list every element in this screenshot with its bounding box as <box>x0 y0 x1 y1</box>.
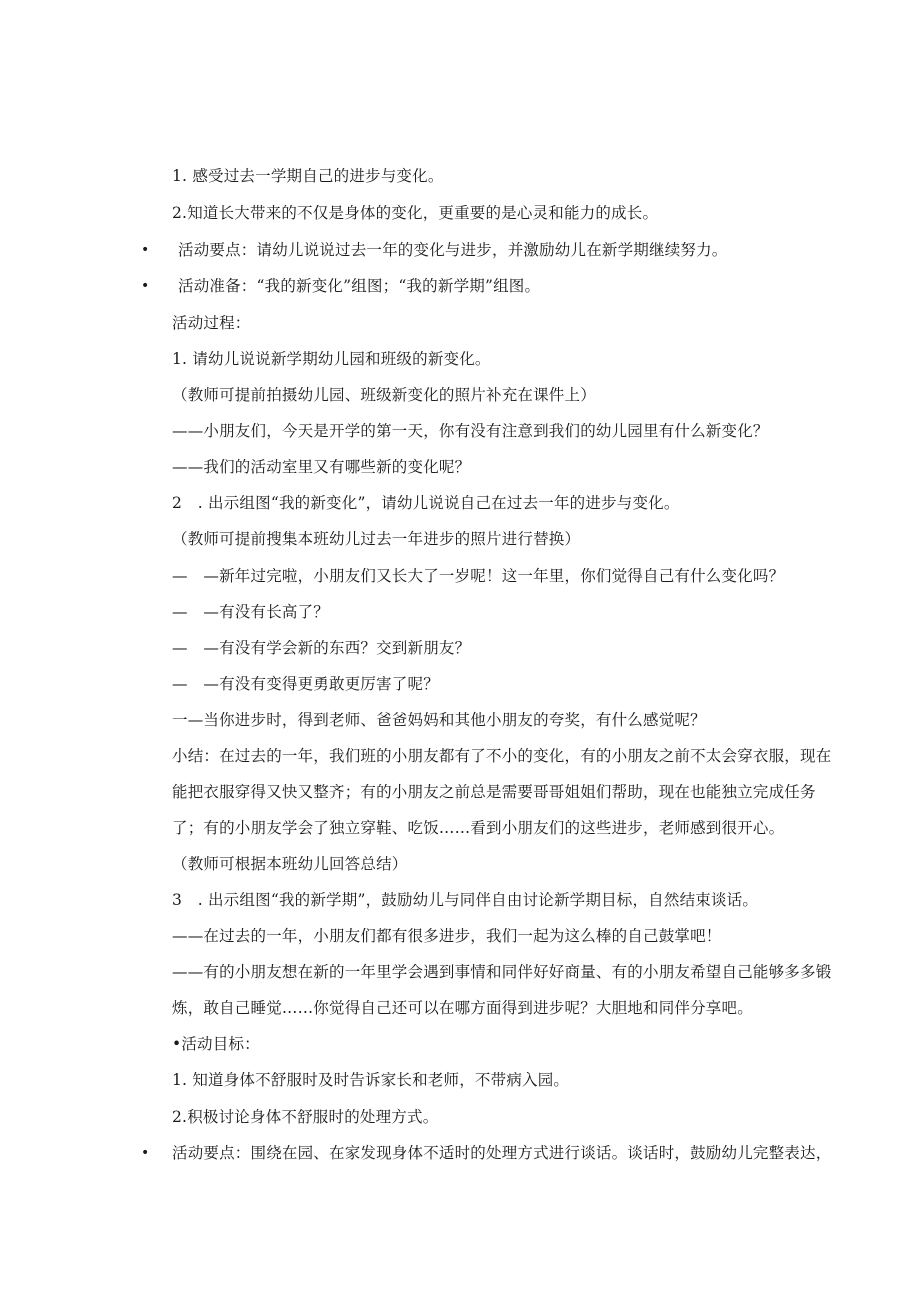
step-1-question-2: ——我们的活动室里又有哪些新的变化呢？ <box>172 458 471 476</box>
goal-2-line-1: 1. 知道身体不舒服时及时告诉家长和老师，不带病入园。 <box>172 1071 570 1089</box>
step-1-question-1: ——小朋友们，今天是开学的第一天，你有没有注意到我们的幼儿园里有什么新变化？ <box>172 422 769 440</box>
summary-line-2: 能把衣服穿得又快又整齐；有的小朋友之前总是需要哥哥姐姐们帮助，现在也能独立完成任务 <box>172 783 816 801</box>
goal-line-2: 2.知道长大带来的不仅是身体的变化，更重要的是心灵和能力的成长。 <box>172 204 659 222</box>
step-3-title: 3 . 出示组图“我的新学期”，鼓励幼儿与同伴自由讨论新学期目标，自然结束谈话。 <box>172 891 759 909</box>
summary-note: （教师可根据本班幼儿回答总结） <box>172 855 408 873</box>
step-2-question-4: — —有没有变得更勇敢更厉害了呢？ <box>172 675 439 693</box>
step-3-line-3: 炼，敢自己睡觉……你觉得自己还可以在哪方面得到进步呢？大胆地和同伴分享吧。 <box>172 999 753 1017</box>
step-2-question-5: 一—当你进步时，得到老师、爸爸妈妈和其他小朋友的夸奖，有什么感觉呢？ <box>172 711 706 729</box>
summary-line-1: 小结：在过去的一年，我们班的小朋友都有了不小的变化，有的小朋友之前不太会穿衣服，现在 <box>172 747 832 765</box>
step-2-title: 2 . 出示组图“我的新变化”，请幼儿说说自己在过去一年的进步与变化。 <box>172 494 680 512</box>
step-2-question-1: — —新年过完啦，小朋友们又长大了一岁呢！这一年里，你们觉得自己有什么变化吗？ <box>172 567 785 585</box>
key-points-line: 活动要点：请幼儿说说过去一年的变化与进步，并激励幼儿在新学期继续努力。 <box>178 241 728 259</box>
summary-line-3: 了；有的小朋友学会了独立穿鞋、吃饭……看到小朋友们的这些进步，老师感到很开心。 <box>172 819 785 837</box>
key-points-2-line: 活动要点：围绕在园、在家发现身体不适时的处理方式进行谈话。谈话时，鼓励幼儿完整表达， <box>172 1144 832 1162</box>
step-2-question-3: — —有没有学会新的东西？交到新朋友？ <box>172 639 471 657</box>
goal-line-1: 1. 感受过去一学期自己的进步与变化。 <box>172 167 444 185</box>
preparation-line: 活动准备：“我的新变化”组图；“我的新学期”组图。 <box>178 277 541 295</box>
step-1-note: （教师可提前拍摄幼儿园、班级新变化的照片补充在课件上） <box>172 386 596 404</box>
step-1-title: 1. 请幼儿说说新学期幼儿园和班级的新变化。 <box>172 350 491 368</box>
step-3-line-2: ——有的小朋友想在新的一年里学会遇到事情和同伴好好商量、有的小朋友希望自己能够多多锻 <box>172 963 832 981</box>
process-heading: 活动过程： <box>172 314 251 332</box>
step-2-question-2: — —有没有长高了？ <box>172 603 330 621</box>
goal-2-line-2: 2.积极讨论身体不舒服时的处理方式。 <box>172 1108 439 1126</box>
step-2-note: （教师可提前搜集本班幼儿过去一年进步的照片进行替换） <box>172 530 581 548</box>
bullet-preparation: • <box>141 278 150 294</box>
step-3-line-1: ——在过去的一年，小朋友们都有很多进步，我们一起为这么棒的自己鼓掌吧！ <box>172 927 722 945</box>
activity-goal-heading: •活动目标： <box>172 1035 260 1053</box>
bullet-key-points: • <box>141 242 150 258</box>
bullet-key-points-2: • <box>141 1145 150 1161</box>
